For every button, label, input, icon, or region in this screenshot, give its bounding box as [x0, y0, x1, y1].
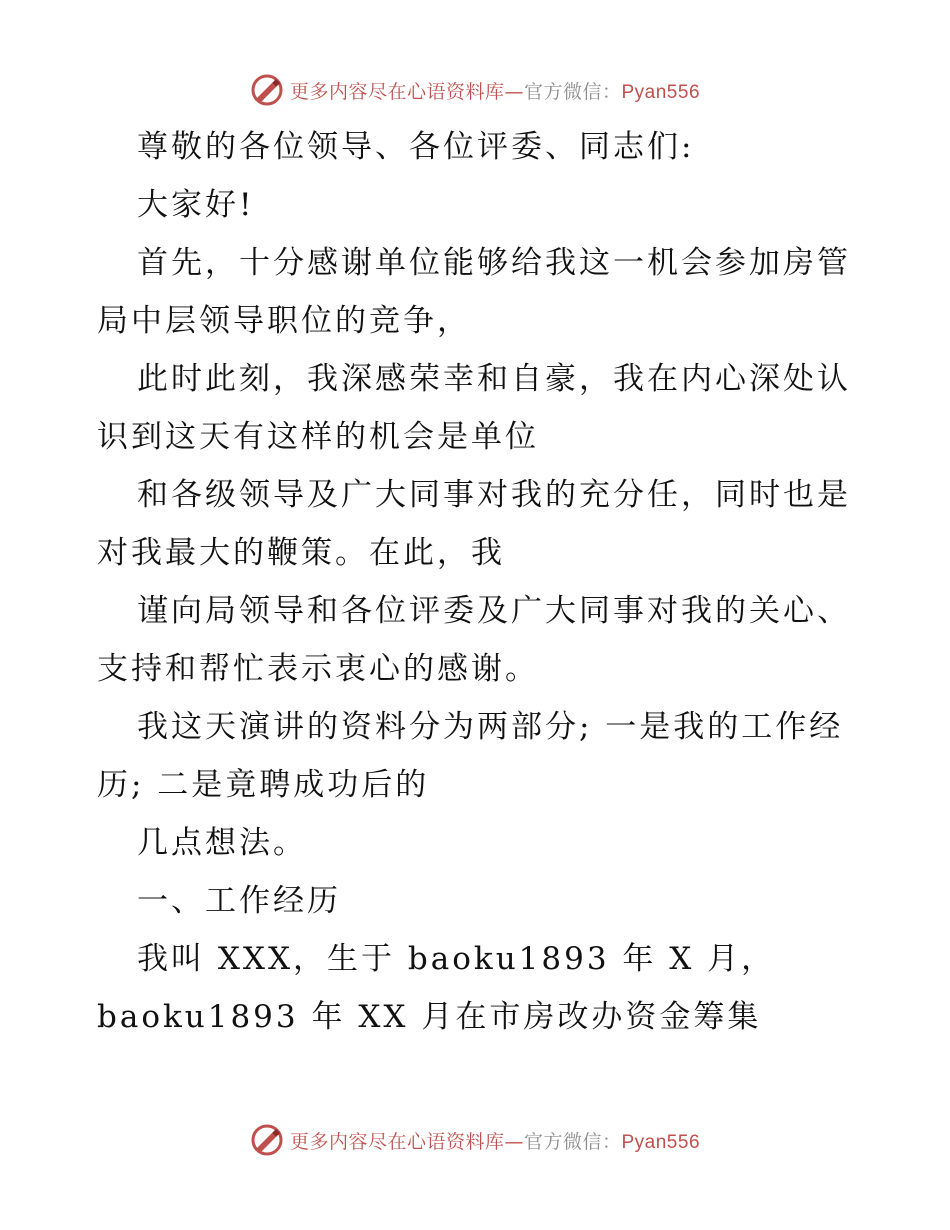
text-line-16: baoku1893 年 XX 月在市房改办资金筹集	[97, 999, 762, 1035]
text-line-4: 局中层领导职位的竞争，	[97, 303, 471, 339]
watermark-dash: —	[504, 80, 524, 103]
text-line-10: 支持和帮忙表示衷心的感谢。	[97, 651, 539, 687]
text-line-9: 谨向局领导和各位评委及广大同事对我的关心、	[137, 593, 851, 629]
text-line-12: 历; 二是竟聘成功后的	[97, 767, 430, 803]
pen-logo-icon	[250, 73, 284, 107]
watermark-wechat-label: 官方微信：	[523, 1130, 622, 1153]
watermark-wechat-label: 官方微信：	[523, 80, 622, 103]
text-line-8: 对我最大的鞭策。在此，我	[97, 535, 505, 571]
header-watermark	[0, 70, 950, 110]
watermark-text	[290, 77, 700, 104]
text-line-11: 我这天演讲的资料分为两部分; 一是我的工作经	[137, 709, 844, 745]
watermark-text	[290, 1127, 700, 1154]
watermark-wechat-id: Pyan556	[621, 81, 701, 103]
text-line-14: 一、工作经历	[137, 883, 341, 919]
text-line-5: 此时此刻，我深感荣幸和自豪，我在内心深处认	[137, 361, 851, 397]
text-line-15: 我叫 XXX，生于 baoku1893 年 X 月，	[137, 941, 776, 977]
footer-watermark	[0, 1120, 950, 1160]
document-body	[97, 118, 857, 1046]
text-line-3: 首先，十分感谢单位能够给我这一机会参加房管	[137, 245, 851, 281]
text-line-7: 和各级领导及广大同事对我的充分任，同时也是	[137, 477, 851, 513]
watermark-wechat-id: Pyan556	[621, 1131, 701, 1153]
text-line-2: 大家好!	[137, 187, 255, 223]
pen-logo-icon	[250, 1123, 284, 1157]
watermark-dash: —	[504, 1130, 524, 1153]
text-line-6: 识到这天有这样的机会是单位	[97, 419, 539, 455]
watermark-main: 更多内容尽在心语资料库	[289, 1130, 505, 1153]
text-line-13: 几点想法。	[137, 825, 307, 861]
watermark-main: 更多内容尽在心语资料库	[289, 80, 505, 103]
text-line-1: 尊敬的各位领导、各位评委、同志们:	[137, 129, 695, 165]
